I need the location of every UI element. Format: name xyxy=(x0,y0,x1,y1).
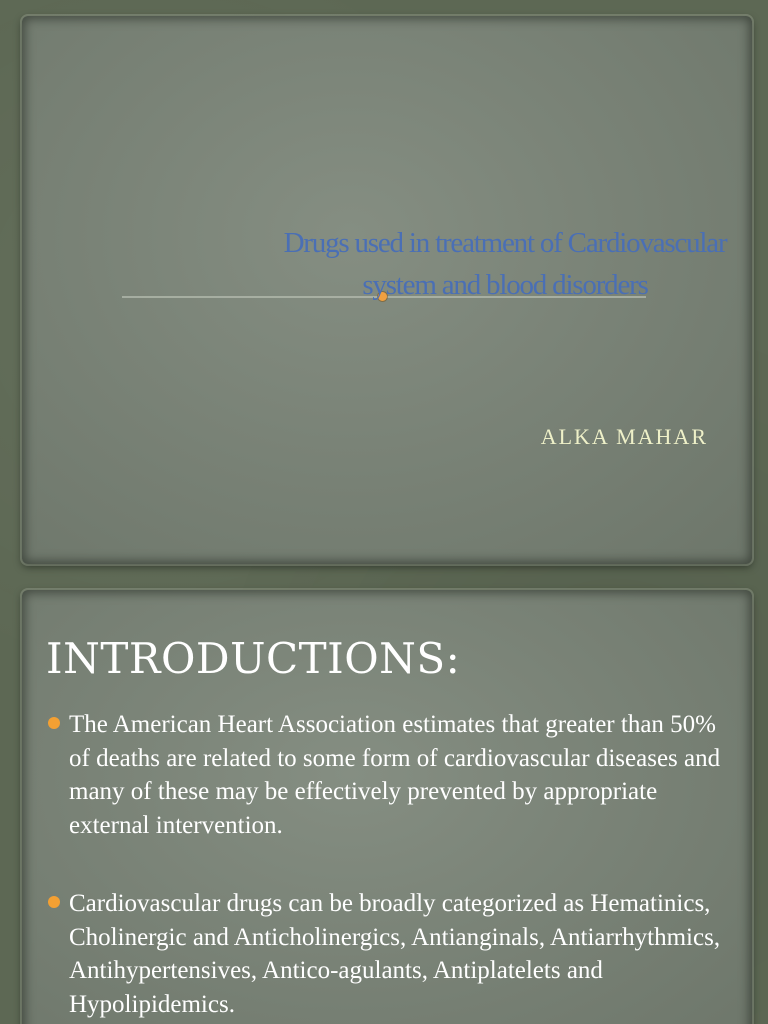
bullet-list xyxy=(48,708,738,1024)
deck-title: Drugs used in treatment of Cardiovascular system and blood disorders xyxy=(283,227,727,301)
section-heading: INTRODUCTIONS: xyxy=(46,634,461,683)
author-name: ALKA MAHAR xyxy=(540,424,708,449)
bullet-text: The American Heart Association estimates that greater than 50% of deaths are related to some form of cardiovascular diseases and many of these may be effectively prevented by appropriate external intervention. xyxy=(69,711,721,839)
list-item xyxy=(48,887,738,1021)
intro-slide xyxy=(22,590,752,1024)
bullet-dot-icon xyxy=(48,896,60,908)
bullet-dot-icon xyxy=(48,717,60,729)
list-item xyxy=(48,708,738,842)
bullet-text: Cardiovascular drugs can be broadly categorized as Hematinics, Cholinergic and Anticholinergics, Antianginals, Antiarrhythmics, Antihypertensives, Antico-agulants, Antiplatelets and Hypolipidemics. xyxy=(69,890,721,1018)
title-slide xyxy=(22,16,752,564)
